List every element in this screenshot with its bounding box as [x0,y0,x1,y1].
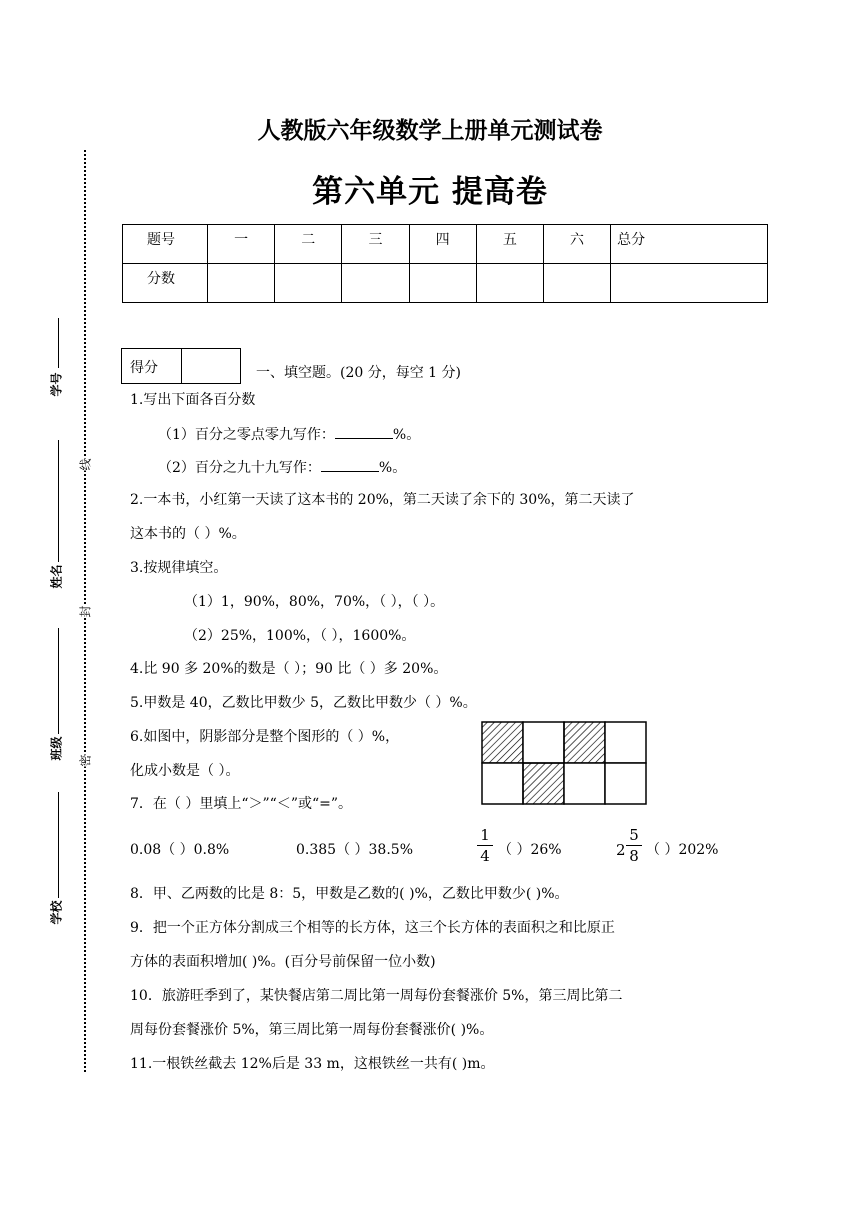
student-id-underline[interactable] [58,318,59,368]
question-text: （1）百分之零点零九写作： [158,427,335,443]
score-box-label: 得分 [122,349,182,383]
question-7: 7．在（ ）里填上“＞”“＜”或“=”。 [130,796,353,812]
fraction-denominator: 4 [480,847,490,865]
fraction-five-eighths [626,826,642,865]
score-input-cell[interactable] [275,264,342,303]
question-text: （2）百分之九十九写作： [158,460,321,476]
section-heading: 一、填空题。(20 分，每空 1 分) [256,365,461,381]
seal-char-seal: 封 [78,605,93,618]
score-box-input[interactable] [182,349,240,383]
student-id-label: 学号 [49,372,64,397]
shaded-cell [482,722,523,763]
question-7b: 0.385（ ）38.5% [296,842,414,858]
table-cell: 二 [275,225,342,264]
question-2-line1: 2.一本书，小红第一天读了这本书的 20%，第二天读了余下的 30%，第二天读了 [130,492,635,508]
question-9-line1: 9．把一个正方体分割成三个相等的长方体，这三个长方体的表面积之和比原正 [130,920,615,936]
question-text: %。 [392,427,421,443]
question-6-line1: 6.如图中，阴影部分是整个图形的（ ）%， [130,729,400,745]
score-table [122,224,768,303]
score-input-cell[interactable] [476,264,543,303]
question-3-1: （1）1，90%，80%，70%，（ ），（ ）。 [184,594,445,610]
question-10-line1: 10．旅游旺季到了，某快餐店第二周比第一周每份套餐涨价 5%，第三周比第二 [130,988,623,1004]
table-cell: 题号 [123,225,208,264]
question-5: 5.甲数是 40，乙数比甲数少 5，乙数比甲数少（ ）%。 [130,695,477,711]
question-1-1 [158,424,420,445]
empty-cell [523,722,564,763]
question-4: 4.比 90 多 20%的数是（ ）；90 比（ ）多 20%。 [130,661,448,677]
unit-title: 第六单元 提高卷 [312,174,548,210]
question-9-line2: 方体的表面积增加( )%。(百分号前保留一位小数) [130,954,436,970]
fraction-bar [626,845,642,846]
question-1-2 [158,457,406,478]
score-input-cell[interactable] [543,264,610,303]
question-7a: 0.08（ ）0.8% [130,842,230,858]
table-cell: 五 [476,225,543,264]
score-input-cell[interactable] [342,264,409,303]
mixed-number-whole: 2 [616,841,626,859]
empty-cell [564,763,605,804]
name-label: 姓名 [49,564,64,589]
question-1: 1.写出下面各百分数 [130,392,256,408]
fraction-one-quarter [477,826,493,865]
question-3-2: （2）25%，100%，（ ），1600%。 [184,628,416,644]
school-label: 学校 [49,900,64,925]
question-10-line2: 周每份套餐涨价 5%，第三周比第一周每份套餐涨价( )%。 [130,1022,494,1038]
shaded-cell [564,722,605,763]
table-cell: 四 [409,225,476,264]
table-cell: 总分 [611,225,768,264]
score-input-cell[interactable] [208,264,275,303]
school-underline[interactable] [58,792,59,898]
class-underline[interactable] [58,628,59,734]
fraction-numerator: 5 [629,826,639,844]
question-6-line2: 化成小数是（ ）。 [130,763,240,779]
name-underline[interactable] [58,440,59,562]
empty-cell [605,763,646,804]
question-7c: （ ）26% [498,842,562,858]
table-cell: 三 [342,225,409,264]
answer-blank[interactable] [335,424,393,439]
shaded-grid-figure [481,721,649,807]
question-8: 8．甲、乙两数的比是 8：5，甲数是乙数的( )%，乙数比甲数少( )%。 [130,886,569,902]
question-2-line2: 这本书的（ ）%。 [130,526,246,542]
table-cell: 六 [543,225,610,264]
page-header-title: 人教版六年级数学上册单元测试卷 [257,118,603,144]
fraction-bar [477,845,493,846]
seal-char-line: 线 [78,458,93,471]
score-input-cell[interactable] [409,264,476,303]
seal-char-secret: 密 [78,754,93,767]
class-label: 班级 [49,736,64,761]
empty-cell [605,722,646,763]
fraction-numerator: 1 [480,826,490,844]
answer-blank[interactable] [321,457,379,472]
question-text: %。 [378,460,407,476]
score-input-cell[interactable] [611,264,768,303]
shaded-cell [523,763,564,804]
fraction-denominator: 8 [629,847,639,865]
question-7d: （ ）202% [646,842,719,858]
empty-cell [482,763,523,804]
table-row [123,225,768,264]
section-score-box [121,348,241,384]
table-row [123,264,768,303]
question-3: 3.按规律填空。 [130,560,228,576]
table-cell: 分数 [123,264,208,303]
table-cell: 一 [208,225,275,264]
question-11: 11.一根铁丝截去 12%后是 33 m，这根铁丝一共有( )m。 [130,1056,495,1072]
